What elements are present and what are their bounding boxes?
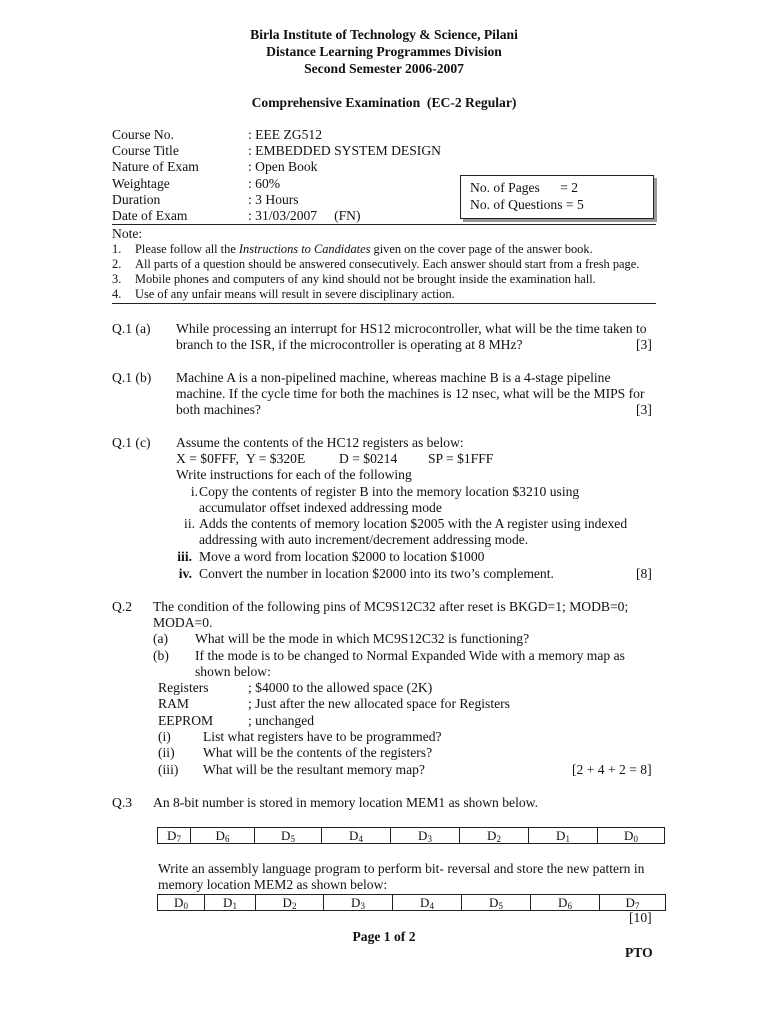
q1b-marks: [3] <box>636 402 652 417</box>
pto-label: PTO <box>625 945 653 960</box>
mem2-bit: $D_5$ <box>462 895 531 911</box>
course-no-value: : EEE ZG512 <box>248 127 322 142</box>
q1c-label: Q.1 (c) <box>112 435 151 450</box>
division-name: Distance Learning Programmes Division <box>266 44 502 59</box>
q1a-label: Q.1 (a) <box>112 321 151 336</box>
note-number: 1. <box>112 242 122 256</box>
reg-sp: SP = $1FFF <box>428 451 494 466</box>
q2b-num: (b) <box>153 648 169 663</box>
q2a-text: What will be the mode in which MC9S12C32 is functioning? <box>195 631 530 646</box>
q3-marks: [10] <box>629 910 652 925</box>
q2-sub-3: What will be the resultant memory map? <box>203 762 425 777</box>
mem1-bit: $D_6$ <box>191 828 255 844</box>
duration-label: Duration <box>112 192 161 207</box>
q1c-item-2: Adds the contents of memory location $2005 with the A register using indexed <box>199 516 628 531</box>
q1b-line2: machine. If the cycle time for both the machines is 12 nsec, what will be the MIPS for <box>176 386 645 401</box>
num-questions: No. of Questions = 5 <box>470 197 584 212</box>
note-number: 2. <box>112 257 122 271</box>
q1b-line3: both machines? <box>176 402 261 417</box>
q2a-num: (a) <box>153 631 169 646</box>
q1c-instruction: Write instructions for each of the following <box>176 467 412 482</box>
q2-label: Q.2 <box>112 599 133 614</box>
institute-name: Birla Institute of Technology & Science, Pilani <box>250 27 518 42</box>
q2-sub-2: What will be the contents of the registers? <box>203 745 433 760</box>
q1c-item-3: Move a word from location $2000 to location $1000 <box>199 549 485 564</box>
q2-line1: The condition of the following pins of MC9S12C32 after reset is BKGD=1; MODB=0; <box>153 599 629 614</box>
q1c-item-num: iv. <box>178 566 192 581</box>
num-pages: No. of Pages = 2 <box>470 180 579 195</box>
divider-bottom <box>112 303 656 304</box>
map-ram-name: RAM <box>158 696 189 711</box>
note-item-3: Mobile phones and computers of any kind should not be brought inside the examination hall. <box>135 272 596 286</box>
map-eeprom-desc: ; unchanged <box>248 713 315 728</box>
semester: Second Semester 2006-2007 <box>304 61 464 76</box>
q2-sub-num: (ii) <box>158 745 175 760</box>
mem2-table <box>157 894 666 911</box>
mem2-bit: $D_0$ <box>158 895 205 911</box>
course-title-label: Course Title <box>112 143 179 158</box>
q3-line2: Write an assembly language program to perform bit- reversal and store the new pattern in <box>158 861 645 876</box>
q1c-intro: Assume the contents of the HC12 registers as below: <box>176 435 464 450</box>
weightage-label: Weightage <box>112 176 170 191</box>
q1c-item-num: i. <box>190 484 198 499</box>
page-number: Page 1 of 2 <box>352 929 416 944</box>
mem1-bit: $D_7$ <box>158 828 191 844</box>
weightage-value: : 60% <box>248 176 281 191</box>
q2-line2: MODA=0. <box>153 615 213 630</box>
q2-marks: [2 + 4 + 2 = 8] <box>572 762 652 777</box>
note-number: 3. <box>112 272 122 286</box>
q1c-marks: [8] <box>636 566 652 581</box>
q2b-line1: If the mode is to be changed to Normal Expanded Wide with a memory map as <box>195 648 625 663</box>
map-ram-desc: ; Just after the new allocated space for Registers <box>248 696 510 711</box>
mem1-bit: $D_3$ <box>391 828 460 844</box>
q2-sub-1: List what registers have to be programmed? <box>203 729 442 744</box>
mem2-bit: $D_3$ <box>324 895 393 911</box>
q1c-item-1: Copy the contents of register B into the memory location $3210 using <box>199 484 580 499</box>
q1c-item-2-cont: addressing with auto increment/decrement addressing mode. <box>199 532 529 547</box>
mem1-bit: $D_4$ <box>322 828 391 844</box>
course-title-value: : EMBEDDED SYSTEM DESIGN <box>248 143 441 158</box>
q1c-item-num: ii. <box>184 516 195 531</box>
course-no-label: Course No. <box>112 127 174 142</box>
q1a-line1: While processing an interrupt for HS12 microcontroller, what will be the time taken to <box>176 321 647 336</box>
exam-title: Comprehensive Examination (EC-2 Regular) <box>251 95 517 110</box>
duration-value: : 3 Hours <box>248 192 299 207</box>
map-registers-desc: ; $4000 to the allowed space (2K) <box>248 680 433 695</box>
date-value: : 31/03/2007 (FN) <box>248 208 361 223</box>
note-item-1: Please follow all the Instructions to Candidates given on the cover page of the answer book. <box>135 242 593 256</box>
q1b-line1: Machine A is a non-pipelined machine, whereas machine B is a 4-stage pipeline <box>176 370 611 385</box>
reg-x: X = $0FFF, <box>176 451 239 466</box>
pages-box <box>460 175 654 219</box>
mem1-bit: $D_2$ <box>460 828 529 844</box>
mem2-bit: $D_7$ <box>600 895 666 911</box>
map-registers-name: Registers <box>158 680 209 695</box>
mem2-bit: $D_2$ <box>256 895 324 911</box>
q2-sub-num: (i) <box>158 729 171 744</box>
note-item-4: Use of any unfair means will result in severe disciplinary action. <box>135 287 455 301</box>
q3-line1: An 8-bit number is stored in memory location MEM1 as shown below. <box>153 795 538 810</box>
nature-value: : Open Book <box>248 159 318 174</box>
q3-line3: memory location MEM2 as shown below: <box>158 877 388 892</box>
q1c-item-1-cont: accumulator offset indexed addressing mode <box>199 500 442 515</box>
mem1-bit: $D_0$ <box>598 828 665 844</box>
mem1-table <box>157 827 665 844</box>
mem2-bit: $D_6$ <box>531 895 600 911</box>
q3-label: Q.3 <box>112 795 133 810</box>
mem1-bit: $D_5$ <box>255 828 322 844</box>
note-item-2: All parts of a question should be answered consecutively. Each answer should start from a fresh page. <box>135 257 640 271</box>
reg-d: D = $0214 <box>339 451 398 466</box>
reg-y: Y = $320E <box>246 451 306 466</box>
q1c-item-num: iii. <box>177 549 192 564</box>
map-eeprom-name: EEPROM <box>158 713 214 728</box>
q1b-label: Q.1 (b) <box>112 370 152 385</box>
q2-sub-num: (iii) <box>158 762 179 777</box>
date-label: Date of Exam <box>112 208 188 223</box>
divider-top <box>112 224 656 225</box>
mem2-bit: $D_1$ <box>205 895 256 911</box>
note-heading: Note: <box>112 226 143 241</box>
q2b-line2: shown below: <box>195 664 271 679</box>
note-number: 4. <box>112 287 122 301</box>
mem2-bit: $D_4$ <box>393 895 462 911</box>
q1c-item-4: Convert the number in location $2000 into its two’s complement. <box>199 566 554 581</box>
mem1-bit: $D_1$ <box>529 828 598 844</box>
q1a-marks: [3] <box>636 337 652 352</box>
q1a-line2: branch to the ISR, if the microcontroller is operating at 8 MHz? <box>176 337 523 352</box>
nature-label: Nature of Exam <box>112 159 199 174</box>
